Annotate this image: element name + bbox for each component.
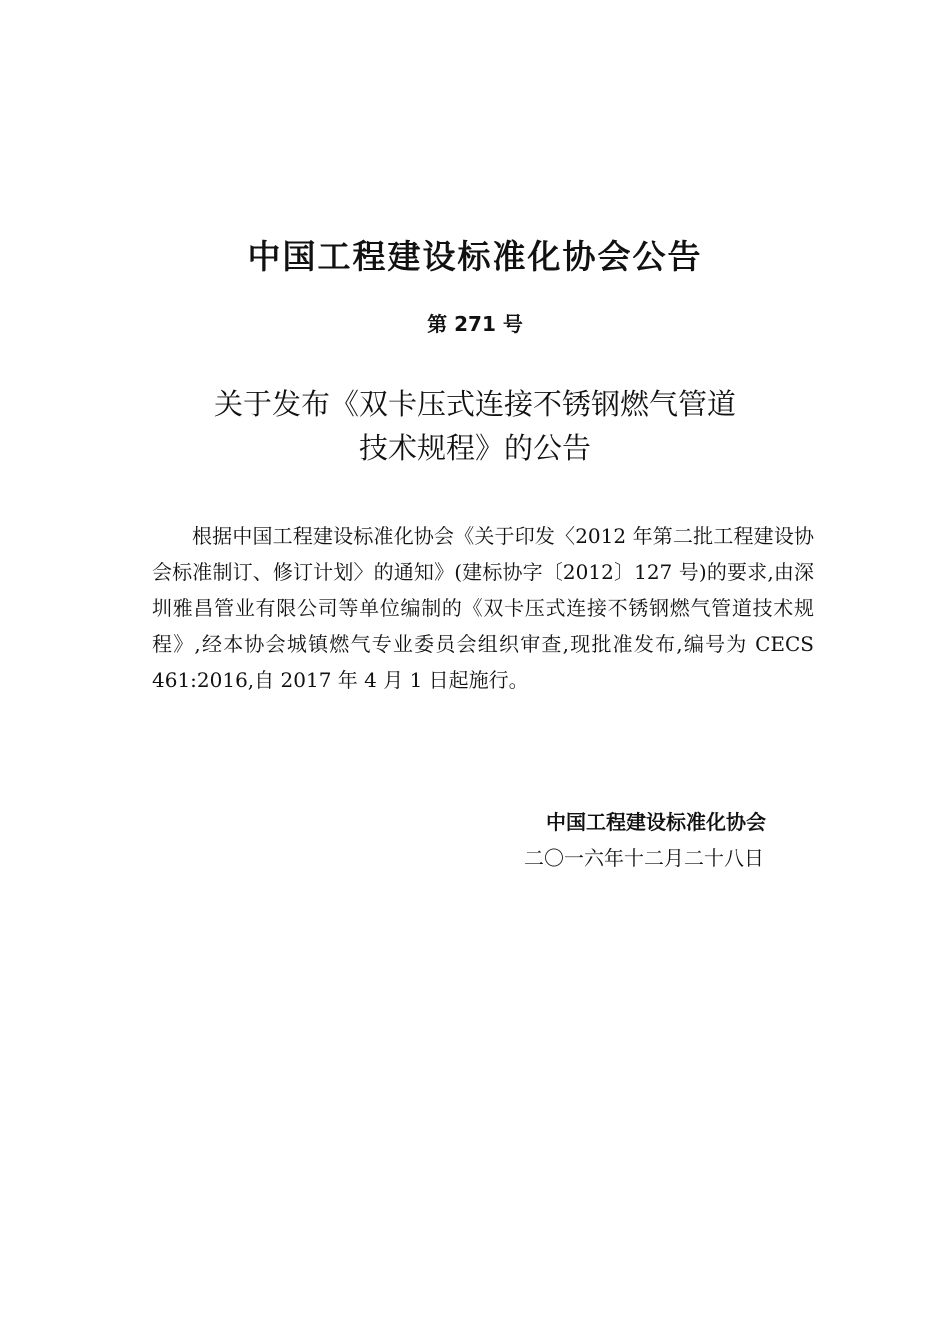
announcement-body: 根据中国工程建设标准化协会《关于印发〈2012 年第二批工程建设协会标准制订、修订计划〉的通知》(建标协字〔2012〕127 号)的要求,由深圳雅昌管业有限公司等单位编制的《双卡压式连接不锈钢燃气管道技术规程》,经本协会城镇燃气专业委员会组织审查,现批准发布,编号为 CECS 461:2016,自 2017 年 4 月 1 日起施行。 [152, 524, 814, 692]
subject-line-1: 关于发布《双卡压式连接不锈钢燃气管道 [213, 387, 736, 421]
announcement-number: 第 271 号 [427, 312, 523, 336]
signature-block [480, 804, 800, 876]
signature-date: 二〇一六年十二月二十八日 [524, 846, 764, 870]
subject-line-2: 技术规程》的公告 [358, 431, 591, 465]
announcement-subject [0, 382, 950, 470]
announcement-org-title: 中国工程建设标准化协会公告 [247, 237, 703, 276]
signature-org: 中国工程建设标准化协会 [546, 810, 766, 834]
